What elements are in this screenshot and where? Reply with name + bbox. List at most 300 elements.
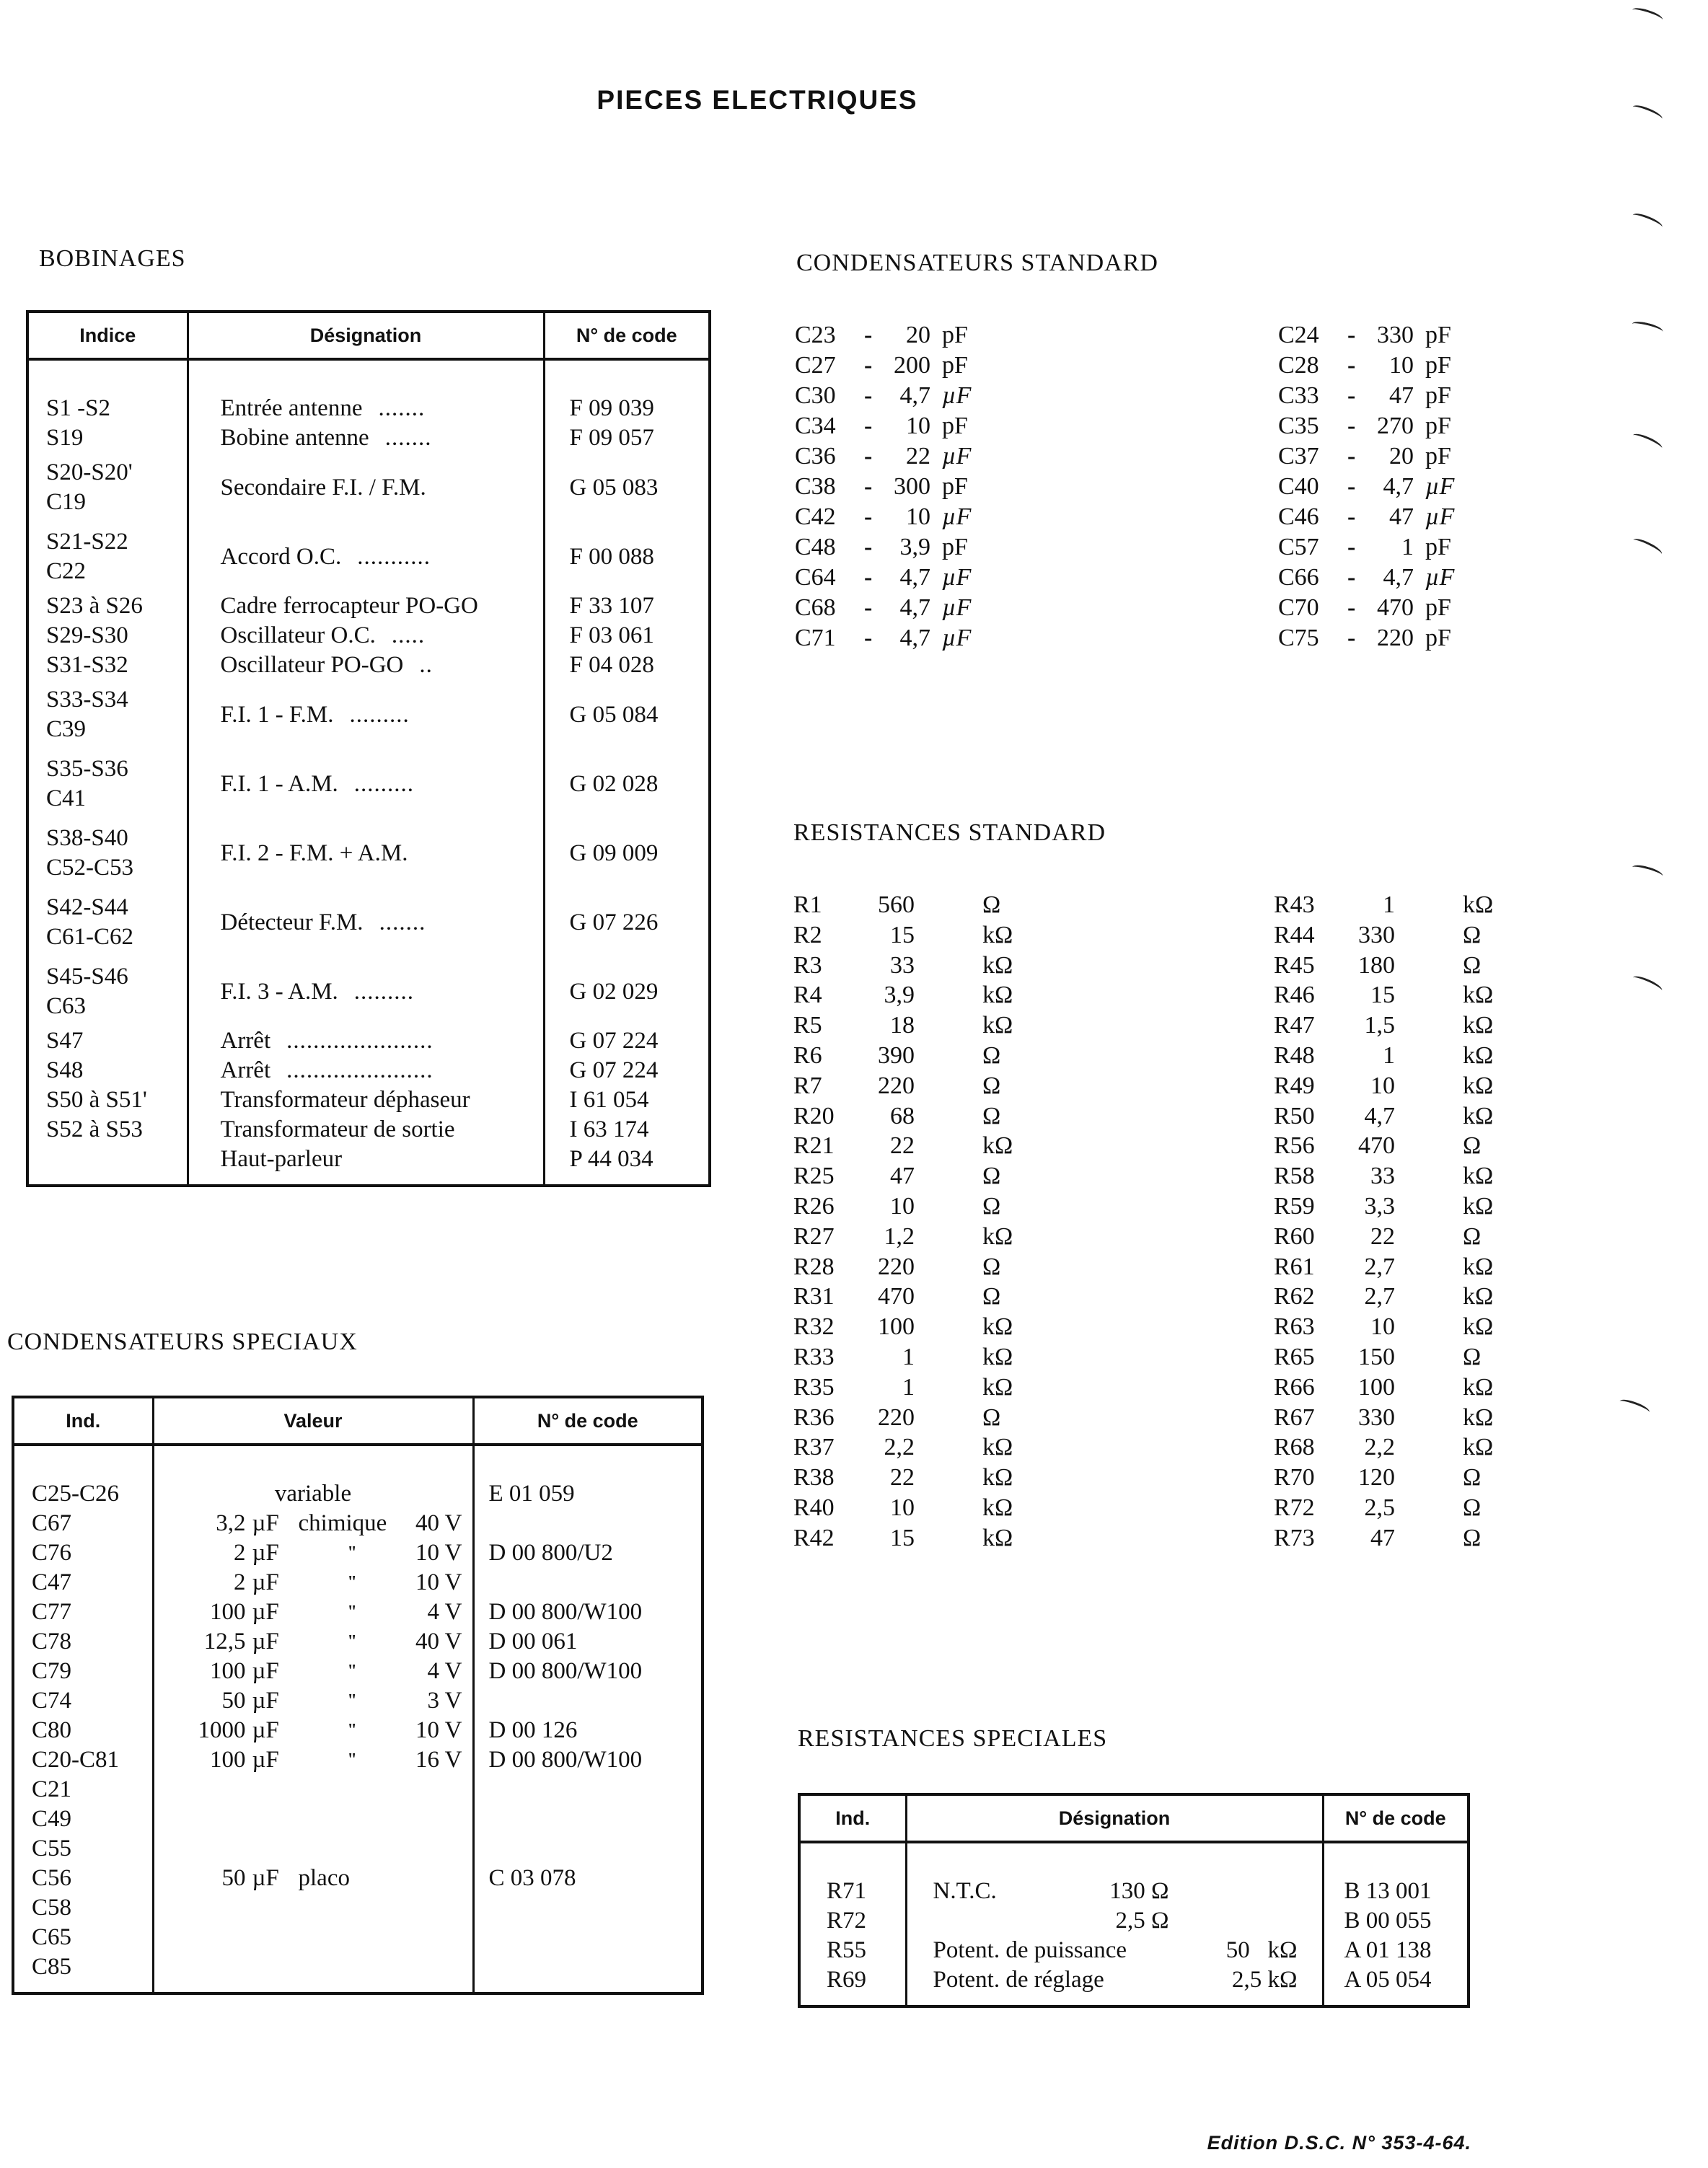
valeur-voltage: 4 V	[427, 1599, 462, 1625]
condensateur-row	[795, 625, 1040, 655]
component-value: 3,9	[899, 534, 930, 560]
component-ref: C36	[795, 443, 836, 470]
designation-value: Potent. de réglage	[933, 1967, 1104, 1993]
component-ref: R66	[1274, 1373, 1315, 1401]
table-row	[13, 1568, 703, 1598]
resistance-row	[793, 1253, 1017, 1284]
valeur-type: "	[347, 1750, 357, 1769]
valeur-type: "	[347, 1721, 357, 1740]
component-unit: Ω	[1463, 1494, 1482, 1521]
component-unit: µF	[942, 625, 972, 651]
table-row	[27, 819, 710, 888]
code-cell: D 00 800/U2	[473, 1538, 703, 1568]
indice-value: C22	[46, 558, 87, 584]
component-ref: C33	[1278, 382, 1319, 409]
header-ind: Ind.	[799, 1794, 906, 1842]
table-row	[13, 1716, 703, 1745]
valeur-unit: µF	[252, 1629, 279, 1654]
component-value: 10	[1389, 352, 1414, 379]
designation-value: Secondaire F.I. / F.M.	[220, 474, 426, 501]
component-value: 2,5	[1364, 1494, 1395, 1521]
binding-mark	[1631, 431, 1663, 453]
component-ref: C46	[1278, 503, 1319, 530]
component-unit: kΩ	[982, 982, 1013, 1009]
edition-footer: Edition D.S.C. N° 353-4-64.	[1207, 2132, 1471, 2154]
component-value: 330	[1358, 1404, 1395, 1431]
valeur-wrap	[154, 1538, 472, 1568]
component-value: 150	[1358, 1344, 1395, 1370]
table-row	[27, 453, 710, 522]
component-unit: kΩ	[982, 1344, 1013, 1370]
component-value: 4,7	[1364, 1102, 1395, 1129]
leader-dots: .......	[384, 425, 432, 451]
component-ref: R43	[1274, 891, 1315, 918]
component-unit: pF	[1425, 322, 1451, 348]
resistance-row	[793, 952, 1017, 982]
component-unit: Ω	[1463, 1464, 1482, 1491]
indice-value: S42-S44	[46, 894, 128, 920]
valeur-type: "	[347, 1662, 357, 1680]
resistance-row	[1274, 1103, 1497, 1133]
component-value: 15	[890, 921, 915, 948]
valeur-unit: µF	[252, 1599, 279, 1625]
designation-value: Cadre ferrocapteur PO-GO	[220, 593, 478, 619]
component-ref: R42	[793, 1524, 835, 1551]
valeur-voltage: 40 V	[415, 1629, 462, 1654]
component-unit: kΩ	[1463, 1404, 1494, 1431]
component-unit: µF	[1425, 564, 1455, 591]
designation-rating: 130 Ω	[1109, 1878, 1169, 1904]
table-row	[799, 1877, 1469, 1906]
component-value: 470	[878, 1283, 915, 1310]
component-ref: R48	[1274, 1042, 1315, 1069]
code-cell: F 00 088	[544, 522, 710, 591]
valeur-voltage: 16 V	[415, 1747, 462, 1773]
valeur-type: "	[347, 1543, 357, 1562]
component-ref: R47	[1274, 1012, 1315, 1039]
code-cell: G 09 009	[544, 819, 710, 888]
table-row	[799, 1906, 1469, 1936]
dash-separator: -	[864, 503, 873, 530]
component-value: 2,2	[1364, 1434, 1395, 1461]
component-value: 4,7	[899, 564, 930, 591]
code-cell: B 13 001	[1323, 1877, 1469, 1906]
component-unit: Ω	[982, 1283, 1001, 1310]
code-cell	[473, 1952, 703, 1982]
component-unit: pF	[1425, 534, 1451, 560]
designation-cell	[188, 1085, 544, 1115]
designation-cell	[188, 888, 544, 957]
component-unit: µF	[942, 443, 972, 470]
component-value: 470	[1358, 1132, 1395, 1160]
condensateur-row	[795, 382, 1040, 413]
page-title: PIECES ELECTRIQUES	[597, 85, 918, 115]
designation-value: Bobine antenne	[220, 425, 369, 451]
component-unit: µF	[1425, 503, 1455, 530]
component-ref: C37	[1278, 443, 1319, 470]
indice-cell	[27, 1085, 188, 1115]
valeur-unit: µF	[252, 1658, 279, 1684]
designation-cell	[906, 1965, 1323, 1995]
code-cell: G 07 224	[544, 1026, 710, 1056]
leader-dots: .......	[379, 909, 426, 935]
component-ref: R3	[793, 951, 822, 979]
ind-cell: C78	[13, 1627, 153, 1657]
header-indice: Indice	[27, 312, 188, 359]
valeur-cell	[153, 1952, 473, 1982]
component-ref: C27	[795, 352, 836, 379]
component-unit: Ω	[982, 1163, 1001, 1190]
component-ref: R1	[793, 891, 822, 918]
designation-wrap	[933, 1906, 1322, 1936]
designation-value: F.I. 3 - A.M.	[220, 978, 338, 1005]
component-value: 10	[906, 503, 930, 530]
component-ref: R4	[793, 982, 822, 1009]
component-value: 1,2	[884, 1222, 915, 1250]
component-ref: C30	[795, 382, 836, 409]
designation-value: Haut-parleur	[220, 1146, 343, 1172]
indice-cell	[27, 957, 188, 1026]
valeur-voltage: 10 V	[415, 1540, 462, 1566]
component-ref: R49	[1274, 1072, 1315, 1099]
table-row	[13, 1657, 703, 1686]
table-row	[27, 1056, 710, 1085]
table-row	[13, 1864, 703, 1893]
valeur-number: 2	[234, 1569, 246, 1595]
component-ref: R37	[793, 1434, 835, 1461]
dash-separator: -	[864, 322, 873, 348]
component-unit: µF	[942, 594, 972, 621]
binding-mark	[1631, 6, 1664, 25]
condensateur-row	[1278, 503, 1523, 534]
component-value: 15	[1370, 982, 1395, 1009]
dash-separator: -	[864, 625, 873, 651]
resistance-row	[1274, 1012, 1497, 1042]
designation-cell	[188, 1056, 544, 1085]
valeur-cell	[153, 1598, 473, 1627]
valeur-wrap	[154, 1775, 472, 1805]
code-cell: D 00 061	[473, 1627, 703, 1657]
resistance-row	[793, 1072, 1017, 1103]
resistance-row	[1274, 891, 1497, 922]
component-ref: R7	[793, 1072, 822, 1099]
ind-cell: C58	[13, 1893, 153, 1923]
component-ref: R44	[1274, 921, 1315, 948]
valeur-wrap	[154, 1657, 472, 1686]
indice-cell	[27, 423, 188, 453]
component-unit: Ω	[1463, 921, 1482, 948]
component-unit: kΩ	[1463, 1313, 1494, 1341]
component-unit: kΩ	[982, 951, 1013, 979]
dash-separator: -	[1347, 352, 1356, 379]
valeur-cell	[153, 1834, 473, 1864]
condensateur-row	[1278, 382, 1523, 413]
valeur-cell	[153, 1775, 473, 1805]
component-value: 47	[1389, 503, 1414, 530]
component-ref: R33	[793, 1344, 835, 1370]
resistance-row	[1274, 1283, 1497, 1313]
designation-cell	[906, 1906, 1323, 1936]
header-code: N° de code	[473, 1397, 703, 1445]
component-unit: kΩ	[1463, 1072, 1494, 1099]
table-row	[13, 1952, 703, 1982]
component-value: 47	[1370, 1524, 1395, 1551]
indice-cell	[27, 1026, 188, 1056]
component-unit: pF	[1425, 625, 1451, 651]
code-cell: F 09 057	[544, 423, 710, 453]
component-value: 100	[1358, 1373, 1395, 1401]
table-row	[13, 1745, 703, 1775]
component-value: 3,9	[884, 982, 915, 1009]
component-value: 1	[902, 1344, 915, 1370]
component-ref: C24	[1278, 322, 1319, 348]
table-row	[27, 1026, 710, 1056]
ind-cell: C20-C81	[13, 1745, 153, 1775]
resistance-row	[793, 1283, 1017, 1313]
code-cell: F 03 061	[544, 621, 710, 651]
dash-separator: -	[1347, 443, 1356, 470]
valeur-wrap	[154, 1745, 472, 1775]
component-ref: C64	[795, 564, 836, 591]
code-cell: D 00 800/W100	[473, 1598, 703, 1627]
valeur-cell	[153, 1864, 473, 1893]
dash-separator: -	[864, 413, 873, 439]
component-value: 20	[906, 322, 930, 348]
valeur-type: "	[347, 1573, 357, 1592]
valeur-wrap	[154, 1627, 472, 1657]
bobinages-table	[26, 310, 711, 1187]
table-row	[27, 423, 710, 453]
component-unit: kΩ	[1463, 1283, 1494, 1310]
component-ref: R46	[1274, 982, 1315, 1009]
resistance-row	[1274, 982, 1497, 1012]
indice-cell	[27, 591, 188, 621]
component-unit: Ω	[982, 891, 1001, 918]
ind-cell: C49	[13, 1805, 153, 1834]
component-ref: R36	[793, 1404, 835, 1431]
resistance-row	[1274, 1525, 1497, 1555]
valeur-wrap	[154, 1686, 472, 1716]
component-value: 4,7	[899, 625, 930, 651]
component-ref: C68	[795, 594, 836, 621]
designation-cell	[188, 1145, 544, 1174]
component-value: 1	[1383, 1042, 1395, 1069]
table-row	[13, 1598, 703, 1627]
indice-cell	[27, 1115, 188, 1145]
resistance-row	[1274, 1313, 1497, 1344]
indice-value: S48	[46, 1057, 84, 1083]
table-row	[13, 1479, 703, 1509]
table-row	[13, 1893, 703, 1923]
valeur-type: variable	[274, 1481, 352, 1507]
component-value: 180	[1358, 951, 1395, 979]
code-cell: I 63 174	[544, 1115, 710, 1145]
designation-cell	[188, 423, 544, 453]
code-cell: I 61 054	[544, 1085, 710, 1115]
binding-mark	[1631, 536, 1663, 558]
code-cell	[473, 1923, 703, 1952]
condensateurs-speciaux-table	[12, 1396, 704, 1995]
component-unit: pF	[1425, 594, 1451, 621]
valeur-unit: µF	[252, 1540, 279, 1566]
condensateur-row	[795, 594, 1040, 625]
dash-separator: -	[1347, 382, 1356, 409]
resistance-row	[793, 1344, 1017, 1374]
component-value: 10	[1370, 1313, 1395, 1341]
component-value: 22	[890, 1464, 915, 1491]
binding-mark	[1631, 102, 1664, 123]
component-unit: µF	[942, 382, 972, 409]
component-ref: C70	[1278, 594, 1319, 621]
valeur-unit: µF	[252, 1717, 279, 1743]
code-cell: A 05 054	[1323, 1965, 1469, 1995]
component-value: 10	[890, 1494, 915, 1521]
indice-value: C61-C62	[46, 924, 134, 950]
condensateur-row	[1278, 443, 1523, 473]
leader-dots: ...........	[357, 543, 431, 570]
binding-mark	[1618, 1397, 1651, 1416]
header-ind: Ind.	[13, 1397, 153, 1445]
indice-value: C41	[46, 785, 87, 811]
ind-cell: C80	[13, 1716, 153, 1745]
code-cell: G 05 083	[544, 453, 710, 522]
condensateur-row	[795, 443, 1040, 473]
resistance-row	[793, 1163, 1017, 1193]
designation-cell	[188, 651, 544, 680]
dash-separator: -	[864, 352, 873, 379]
designation-cell	[188, 1026, 544, 1056]
indice-value: S21-S22	[46, 529, 128, 555]
component-value: 120	[1358, 1464, 1395, 1491]
component-unit: kΩ	[1463, 1253, 1494, 1280]
designation-value: F.I. 1 - F.M.	[220, 701, 334, 728]
component-ref: R32	[793, 1313, 835, 1341]
component-value: 470	[1377, 594, 1414, 621]
condensateur-row	[1278, 594, 1523, 625]
component-ref: R73	[1274, 1524, 1315, 1551]
code-cell: G 02 028	[544, 749, 710, 819]
ind-cell: C77	[13, 1598, 153, 1627]
designation-rating: 50 kΩ	[1225, 1937, 1298, 1963]
component-ref: C48	[795, 534, 836, 560]
code-cell: A 01 138	[1323, 1936, 1469, 1965]
condensateur-row	[1278, 322, 1523, 352]
component-ref: C34	[795, 413, 836, 439]
resistances-standard-title: RESISTANCES STANDARD	[793, 819, 1106, 846]
dash-separator: -	[1347, 564, 1356, 591]
resistance-row	[793, 1103, 1017, 1133]
resistance-row	[793, 1494, 1017, 1525]
dash-separator: -	[864, 473, 873, 500]
component-unit: µF	[1425, 473, 1455, 500]
leader-dots: .....	[391, 622, 426, 648]
designation-cell	[188, 1115, 544, 1145]
valeur-cell	[153, 1568, 473, 1598]
table-row	[13, 1834, 703, 1864]
component-unit: Ω	[1463, 1222, 1482, 1250]
component-value: 4,7	[899, 594, 930, 621]
designation-rating: 2,5 kΩ	[1231, 1967, 1298, 1993]
component-unit: pF	[942, 473, 968, 500]
component-value: 300	[894, 473, 930, 500]
component-value: 330	[1358, 921, 1395, 948]
component-unit: Ω	[1463, 1524, 1482, 1551]
component-value: 4,7	[1383, 564, 1414, 591]
component-ref: C35	[1278, 413, 1319, 439]
valeur-cell	[153, 1805, 473, 1834]
resistance-row	[1274, 1042, 1497, 1072]
component-unit: Ω	[1463, 951, 1482, 979]
ind-cell: C65	[13, 1923, 153, 1952]
component-value: 4,7	[1383, 473, 1414, 500]
component-unit: kΩ	[982, 1524, 1013, 1551]
table-row	[27, 394, 710, 423]
component-unit: Ω	[982, 1072, 1001, 1099]
component-value: 100	[878, 1313, 915, 1341]
indice-cell	[27, 651, 188, 680]
designation-cell	[188, 749, 544, 819]
valeur-voltage: 3 V	[427, 1688, 462, 1714]
condensateurs-standard-title: CONDENSATEURS STANDARD	[796, 250, 1158, 276]
valeur-cell	[153, 1479, 473, 1509]
table-row	[13, 1686, 703, 1716]
component-unit: kΩ	[982, 1494, 1013, 1521]
resistance-row	[1274, 1374, 1497, 1404]
designation-cell	[906, 1936, 1323, 1965]
indice-value: S20-S20'	[46, 459, 133, 485]
designation-wrap	[933, 1936, 1322, 1965]
condensateur-row	[1278, 473, 1523, 503]
table-row	[13, 1538, 703, 1568]
designation-value: Oscillateur O.C.	[220, 622, 376, 648]
binding-mark	[1631, 320, 1664, 336]
valeur-number: 1000	[198, 1717, 246, 1743]
component-value: 1	[1383, 891, 1395, 918]
designation-value: Arrêt	[220, 1057, 271, 1083]
valeur-unit: µF	[252, 1865, 279, 1891]
component-value: 33	[1370, 1163, 1395, 1190]
table-row	[27, 1115, 710, 1145]
resistance-row	[1274, 1344, 1497, 1374]
indice-value: S19	[46, 425, 84, 451]
component-unit: kΩ	[1463, 1042, 1494, 1069]
condensateur-row	[795, 322, 1040, 352]
table-row	[27, 957, 710, 1026]
indice-value: S23 à S26	[46, 593, 143, 619]
component-value: 22	[1370, 1222, 1395, 1250]
valeur-type: "	[347, 1603, 357, 1621]
designation-value: Transformateur de sortie	[220, 1116, 455, 1142]
code-cell	[473, 1509, 703, 1538]
indice-value: S45-S46	[46, 964, 128, 990]
component-value: 20	[1389, 443, 1414, 470]
valeur-type: chimique	[298, 1510, 387, 1536]
resistance-row	[1274, 1253, 1497, 1284]
valeur-number: 100	[210, 1747, 246, 1773]
component-unit: kΩ	[982, 1434, 1013, 1461]
component-unit: kΩ	[982, 1132, 1013, 1160]
resistance-row	[1274, 1072, 1497, 1103]
indice-value: S50 à S51'	[46, 1087, 147, 1113]
code-cell	[473, 1775, 703, 1805]
component-ref: R40	[793, 1494, 835, 1521]
valeur-wrap	[154, 1509, 472, 1538]
resistance-row	[793, 1042, 1017, 1072]
indice-cell	[27, 453, 188, 522]
table-row	[27, 1085, 710, 1115]
designation-value: Transformateur déphaseur	[220, 1087, 470, 1113]
table-row	[13, 1775, 703, 1805]
